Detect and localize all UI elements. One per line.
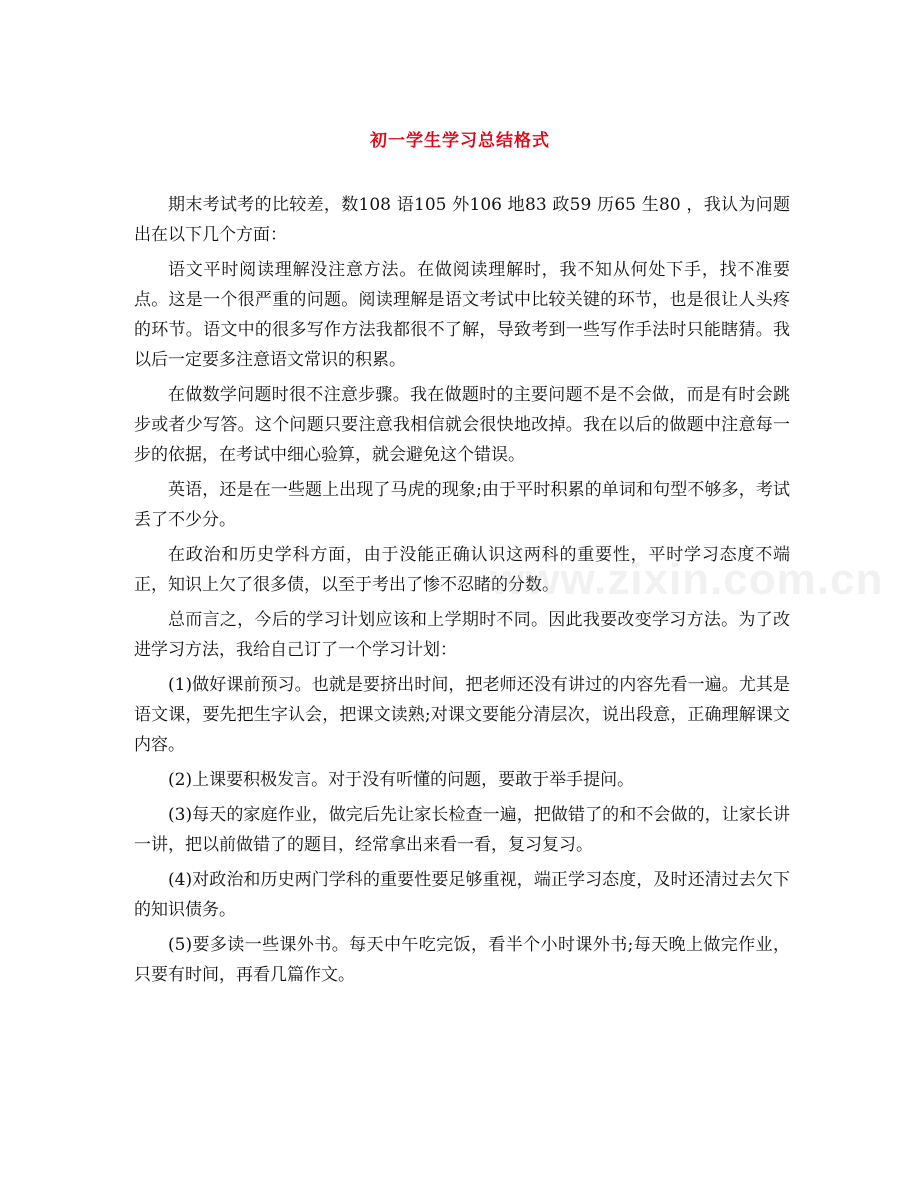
watermark: www.zixin.com.cn [490,555,884,604]
paragraph: (3)每天的家庭作业，做完后先让家长检查一遍，把做错了的和不会做的，让家长讲一讲，把以前做错了的题目，经常拿出来看一看，复习复习。 [134,805,790,855]
paragraph: 期末考试考的比较差，数108 语105 外106 地83 政59 历65 生80 ，我认为问题出在以下几个方面： [134,195,790,245]
paragraph: 在政治和历史学科方面，由于没能正确认识这两科的重要性，平时学习态度不端正，知识上欠了很多债，以至于考出了惨不忍睹的分数。 [134,545,790,595]
paragraph: (1)做好课前预习。也就是要挤出时间，把老师还没有讲过的内容先看一遍。尤其是语文课，要先把生字认会，把课文读熟;对课文要能分清层次，说出段意，正确理解课文内容。 [134,675,790,755]
paragraph: 在做数学问题时很不注意步骤。我在做题时的主要问题不是不会做，而是有时会跳步或者少写答。这个问题只要注意我相信就会很快地改掉。我在以后的做题中注意每一步的依据，在考试中细心验算，就会避免这个错误。 [134,385,790,465]
paragraph: 总而言之，今后的学习计划应该和上学期时不同。因此我要改变学习方法。为了改进学习方法，我给自己订了一个学习计划： [134,610,790,660]
document-body [134,190,790,995]
paragraph: (5)要多读一些课外书。每天中午吃完饭，看半个小时课外书;每天晚上做完作业，只要有时间，再看几篇作文。 [134,935,790,985]
paragraph: (4)对政治和历史两门学科的重要性要足够重视，端正学习态度，及时还清过去欠下的知识债务。 [134,870,790,920]
paragraph: 语文平时阅读理解没注意方法。在做阅读理解时，我不知从何处下手，找不准要点。这是一个很严重的问题。阅读理解是语文考试中比较关键的环节，也是很让人头疼的环节。语文中的很多写作方法我都很不了解，导致考到一些写作手法时只能瞎猜。我以后一定要多注意语文常识的积累。 [134,260,790,370]
document-title: 初一学生学习总结格式 [370,131,550,151]
paragraph: 英语，还是在一些题上出现了马虎的现象;由于平时积累的单词和句型不够多，考试丢了不少分。 [134,480,790,530]
paragraph: (2)上课要积极发言。对于没有听懂的问题，要敢于举手提问。 [168,770,635,790]
